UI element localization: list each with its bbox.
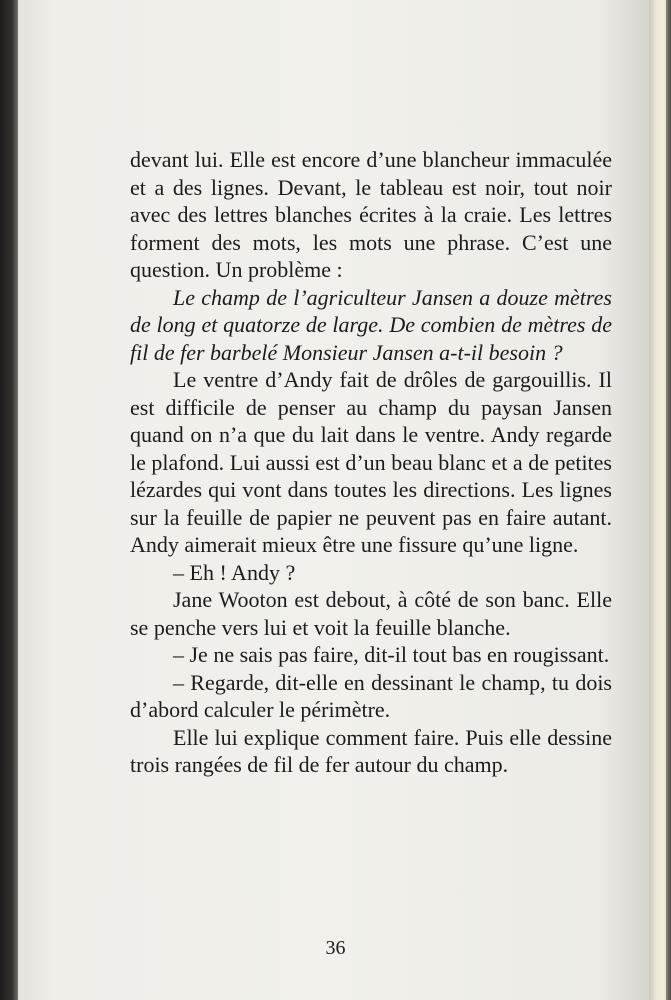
page-number: 36 — [325, 937, 346, 959]
paragraph: devant lui. Elle est encore d’une blancheur immaculée et a des lignes. Devant, le tableau est noir, tout noir avec des lettres blanches écrites à la craie. Les lettres forment des mots, les mots une phrase. C’est une question. Un problème : — [130, 147, 612, 282]
scan-background-edge — [0, 0, 20, 1000]
paragraph: Le ventre d’Andy fait de drôles de gargouillis. Il est difficile de penser au champ du paysan Jansen quand on n’a que du lait dans le ventre. Andy regarde le plafond. Lui aussi est d’un beau blanc et a de petites lézardes qui vont dans toutes les directions. Les lignes sur la feuille de papier ne peuvent pas en faire autant. Andy aimerait mieux être une fissure qu’une ligne. — [130, 367, 612, 557]
dialogue-line: – Je ne sais pas faire, dit-il tout bas en rougissant. — [173, 642, 610, 667]
dialogue-line: – Regarde, dit-elle en dessinant le champ, tu dois d’abord calculer le périmètre. — [130, 669, 612, 722]
dialogue-line: – Eh ! Andy ? — [173, 559, 296, 585]
page-body-text — [130, 146, 612, 779]
italic-math-problem: Le champ de l’agriculteur Jansen a douze mètres de long et quatorze de large. De combien de mètres de fil de fer barbelé Monsieur Jansen a-t-il besoin ? — [130, 284, 612, 365]
paragraph: Elle lui explique comment faire. Puis elle dessine trois rangées de fil de fer autour du champ. — [130, 724, 612, 777]
page-fore-edge — [649, 0, 671, 1000]
paragraph: Jane Wooton est debout, à côté de son banc. Elle se penche vers lui et voit la feuille blanche. — [130, 587, 612, 640]
